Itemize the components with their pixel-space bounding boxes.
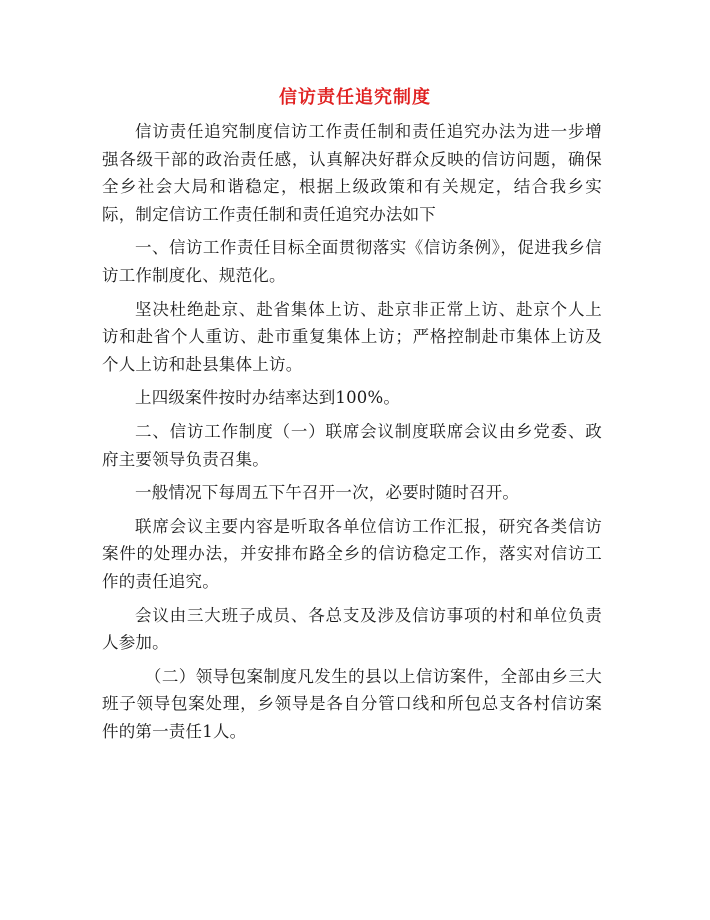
- paragraph-joint-meeting: 二、信访工作制度（一）联席会议制度联席会议由乡党委、政府主要领导负责召集。: [102, 421, 602, 469]
- paragraph-intro: 信访责任追究制度信访工作责任制和责任追究办法为进一步增强各级干部的政治责任感，认真解决好群众反映的信访问题，确保全乡社会大局和谐稳定，根据上级政策和有关规定，结合我乡实际，制定信访工作责任制和责任追究办法如下: [102, 122, 602, 224]
- paragraph-meeting-content: 联席会议主要内容是听取各单位信访工作汇报，研究各类信访案件的处理办法，并安排布路全乡的信访稳定工作，落实对信访工作的责任追究。: [102, 516, 602, 591]
- paragraph-meeting-schedule: 一般情况下每周五下午召开一次，必要时随时召开。: [135, 483, 520, 503]
- paragraph-petition-control: 坚决杜绝赴京、赴省集体上访、赴京非正常上访、赴京个人上访和赴省个人重访、赴市重复集体上访；严格控制赴市集体上访及个人上访和赴县集体上访。: [102, 299, 602, 374]
- document-title: 信访责任追究制度: [279, 87, 431, 108]
- paragraph-leader-case: （二）领导包案制度凡发生的县以上信访案件，全部由乡三大班子领导包案处理，乡领导是各自分管口线和所包总支各村信访案件的第一责任1人。: [102, 666, 602, 741]
- paragraph-completion-rate: 上四级案件按时办结率达到100%。: [135, 388, 401, 408]
- paragraph-responsibility-goal: 一、信访工作责任目标全面贯彻落实《信访条例》，促进我乡信访工作制度化、规范化。: [102, 238, 602, 285]
- document-body: [102, 118, 602, 745]
- paragraph-meeting-attendees: 会议由三大班子成员、各总支及涉及信访事项的村和单位负责人参加。: [102, 605, 602, 653]
